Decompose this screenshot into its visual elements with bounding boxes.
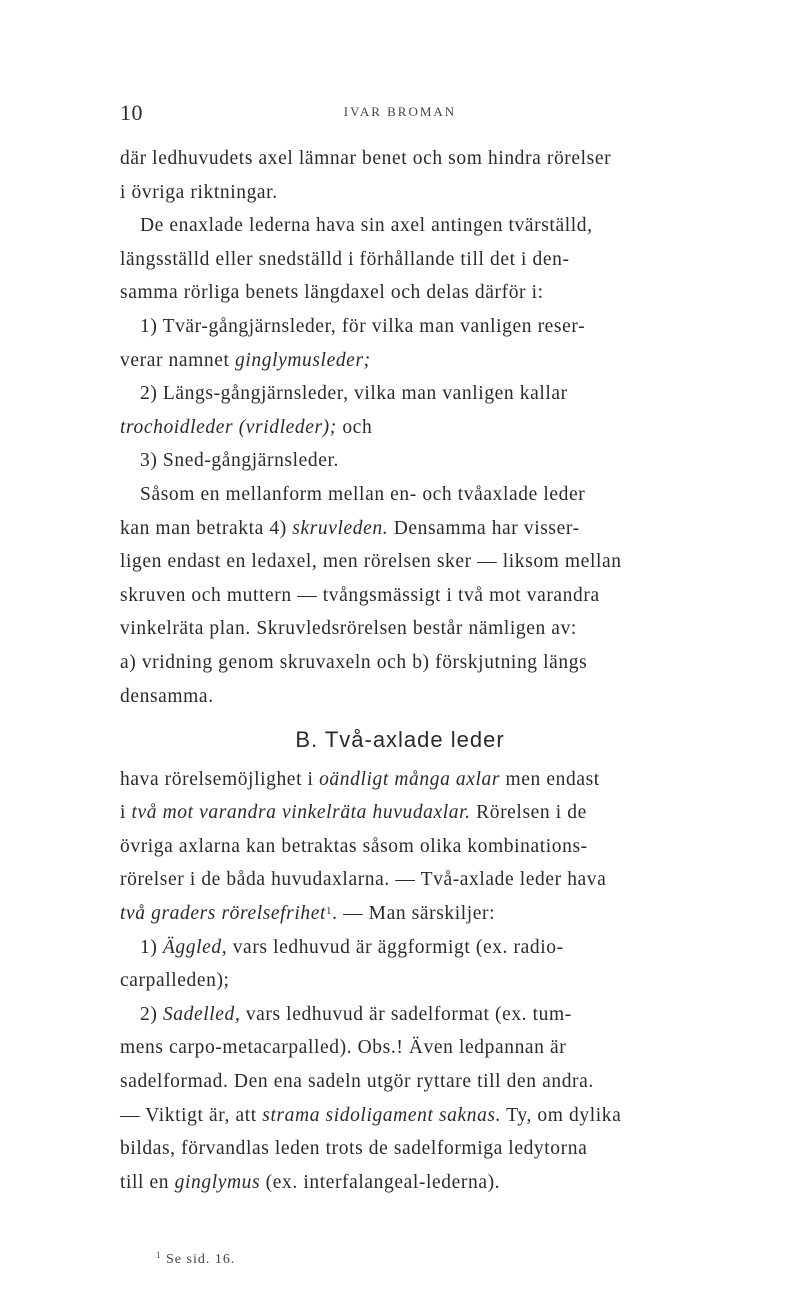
italic-term: två graders rörelsefrihet — [120, 903, 327, 925]
text-line: ligen endast en ledaxel, men rörelsen sker — liksom mellan — [120, 551, 622, 573]
list-item-line: 3) Sned-gångjärnsleder. — [140, 450, 339, 472]
text-line: skruven och muttern — tvångsmässigt i två mot varandra — [120, 584, 600, 606]
text-line: längsställd eller snedställd i förhållande till det i den- — [120, 248, 570, 270]
text-line: De enaxlade lederna hava sin axel antingen tvärställd, — [140, 215, 593, 237]
footnote-mark: 1 — [156, 1250, 162, 1260]
text-line: samma rörliga benets längdaxel och delas därför i: — [120, 282, 544, 304]
text-line: övriga axlarna kan betraktas såsom olika kombinations- — [120, 835, 588, 857]
list-item-line: verar namnet ginglymusleder; — [120, 349, 371, 371]
italic-term: ginglymusleder; — [235, 349, 371, 371]
running-head: IVAR BROMAN — [343, 104, 457, 119]
text-line: densamma. — [120, 685, 214, 707]
section-heading: B. Två-axlade leder — [295, 727, 505, 753]
footnote-ref[interactable]: 1 — [326, 905, 333, 918]
list-item-line: trochoidleder (vridleder); och — [120, 416, 373, 438]
list-item-line: mens carpo-metacarpalled). Obs.! Även ledpannan är — [120, 1037, 567, 1059]
list-item-line: sadelformad. Den ena sadeln utgör ryttare till den andra. — [120, 1071, 594, 1093]
text-line: i två mot varandra vinkelräta huvudaxlar. Rörelsen i de — [120, 802, 587, 824]
text-line: i övriga riktningar. — [120, 181, 278, 203]
footnote-text: Se sid. 16. — [161, 1252, 236, 1267]
italic-term: ginglymus — [174, 1171, 261, 1193]
footnote — [156, 1252, 235, 1268]
text-line: två graders rörelsefrihet$^1$. — Man särskiljer: — [120, 903, 496, 925]
list-item-line: carpalleden); — [120, 970, 230, 992]
text-line: vinkelräta plan. Skruvledsrörelsen består nämligen av: — [120, 618, 577, 640]
italic-term: strama sidoligament saknas. — [262, 1104, 502, 1126]
list-item-line: 2) Längs-gångjärnsleder, vilka man vanligen kallar — [140, 383, 568, 405]
text-line: rörelser i de båda huvudaxlarna. — Två-axlade leder hava — [120, 869, 607, 891]
italic-term: två mot varandra vinkelräta huvudaxlar. — [131, 802, 471, 824]
italic-term: Sadelled, — [162, 1003, 241, 1025]
list-item-line: bildas, förvandlas leden trots de sadelformiga ledytorna — [120, 1138, 588, 1160]
italic-term: trochoidleder (vridleder); — [120, 416, 337, 438]
page-number: 10 — [120, 100, 143, 125]
text-line: hava rörelsemöjlighet i oändligt många axlar men endast — [120, 768, 600, 790]
text-line: där ledhuvudets axel lämnar benet och som hindra rörelser — [120, 148, 612, 169]
body-text — [120, 142, 680, 1199]
text-line: kan man betrakta 4) skruvleden. Densamma har visser- — [120, 517, 580, 539]
italic-term: oändligt många axlar — [319, 768, 501, 790]
list-item-line: 2) Sadelled, vars ledhuvud är sadelformat (ex. tum- — [140, 1003, 572, 1025]
list-item-line: — Viktigt är, att strama sidoligament saknas. Ty, om dylika — [120, 1104, 622, 1126]
text-line: Såsom en mellanform mellan en- och tvåaxlade leder — [140, 483, 586, 505]
italic-term: Äggled, — [162, 936, 228, 958]
list-item-line: till en ginglymus (ex. interfalangeal-lederna). — [120, 1171, 501, 1193]
text-line: a) vridning genom skruvaxeln och b) förskjutning längs — [120, 651, 588, 673]
list-item-line: 1) Äggled, vars ledhuvud är äggformigt (ex. radio- — [140, 936, 564, 958]
list-item-line: 1) Tvär-gångjärnsleder, för vilka man vanligen reser- — [140, 315, 586, 337]
italic-term: skruvleden. — [292, 517, 389, 539]
